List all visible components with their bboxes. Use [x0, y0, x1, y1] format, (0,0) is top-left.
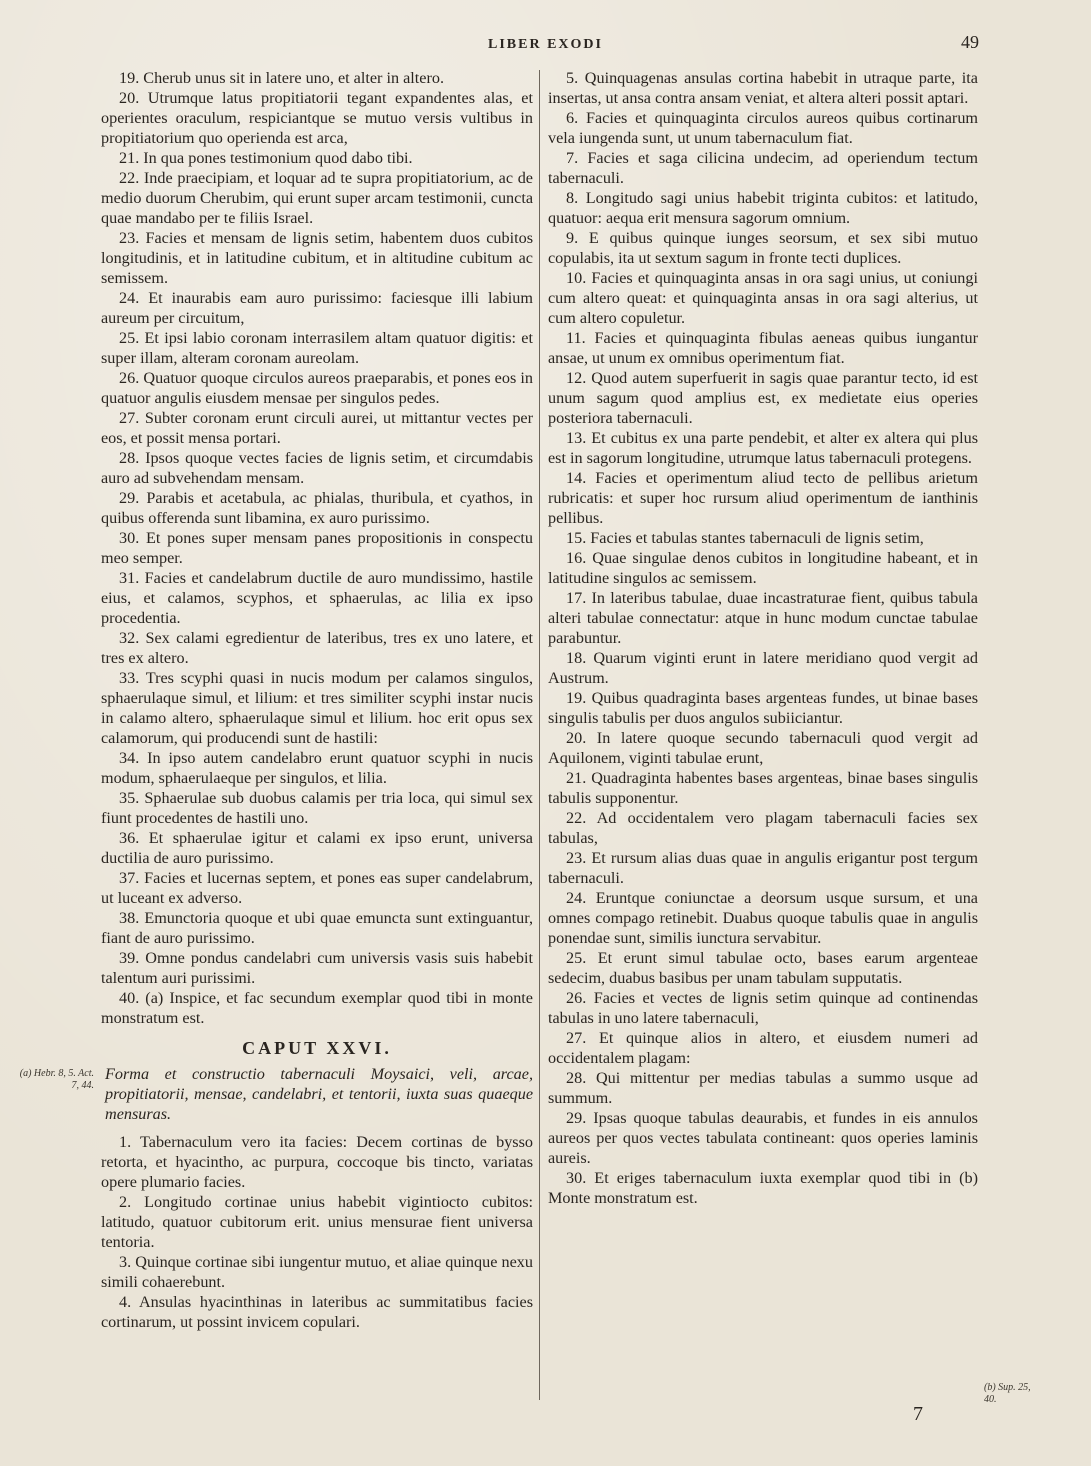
verse: 5. Quinquagenas ansulas cortina habebit in utraque parte, ita insertas, ut ansa contra ansam veniat, et altera alteri possit aptari. [548, 69, 978, 107]
page-number: 49 [961, 32, 979, 52]
right-verses-block [548, 68, 978, 1208]
verse: 32. Sex calami egredientur de lateribus, tres ex uno latere, et tres ex altero. [101, 629, 533, 667]
verse: 36. Et sphaerulae igitur et calami ex ipso erunt, universa ductilia de auro purissimo. [101, 829, 533, 867]
verse: 29. Parabis et acetabula, ac phialas, thuribula, et cyathos, in quibus offerenda sunt libamina, ex auro purissimo. [101, 489, 533, 527]
verse: 12. Quod autem superfuerit in sagis quae parantur tecto, id est unum sagum quod amplius est, ex medietate eius operies posteriora tabernaculi. [548, 369, 978, 427]
verse: 27. Et quinque alios in altero, et eiusdem numeri ad occidentalem plagam: [548, 1029, 978, 1067]
verse: 31. Facies et candelabrum ductile de auro mundissimo, hastile eius, et calamos, scyphos, et sphaerulas, ac lilia ex ipso procedentia. [101, 569, 533, 627]
verse: 20. In latere quoque secundo tabernaculi quod vergit ad Aquilonem, viginti tabulae erunt, [548, 729, 978, 767]
verse: 27. Subter coronam erunt circuli aurei, ut mittantur vectes per eos, et possit mensa portari. [101, 409, 533, 447]
verse: 24. Eruntque coniunctae a deorsum usque sursum, et una omnes compago retinebit. Duabus quoque tabulis quae in angulis ponendae sunt, similis iunctura servabitur. [548, 889, 978, 947]
verse: 40. (a) Inspice, et fac secundum exemplar quod tibi in monte monstratum est. [101, 989, 533, 1027]
margin-note-right: (b) Sup. 25, 40. [984, 1382, 1031, 1405]
verse: 3. Quinque cortinae sibi iungentur mutuo, et aliae quinque nexu simili cohaerebunt. [101, 1253, 533, 1291]
verse: 22. Inde praecipiam, et loquar ad te supra propitiatorium, ac de medio duorum Cherubim, qui erunt super arcam testimonii, cuncta quae mandabo per te filiis Israel. [101, 169, 533, 227]
verse: 30. Et pones super mensam panes propositionis in conspectu meo semper. [101, 529, 533, 567]
column-divider [539, 70, 540, 1400]
verse: 6. Facies et quinquaginta circulos aureos quibus cortinarum vela iungenda sunt, ut unum tabernaculum fiat. [548, 109, 978, 147]
running-header: LIBER EXODI [488, 37, 603, 52]
verse: 13. Et cubitus ex una parte pendebit, et alter ex altera qui plus est in sagorum longitudine, utrumque latus tabernaculi protegens. [548, 429, 978, 467]
verse: 14. Facies et operimentum aliud tecto de pellibus arietum rubricatis: et super hoc rursum aliud operimentum de ianthinis pellibus. [548, 469, 978, 527]
verse: 19. Cherub unus sit in latere uno, et alter in altero. [119, 69, 445, 87]
verse: 26. Facies et vectes de lignis setim quinque ad continendas tabulas in uno latere tabernaculi, [548, 989, 978, 1027]
verse: 20. Utrumque latus propitiatorii tegant expandentes alas, et operientes oraculum, respiciantque se mutuo versis vultibus in propitiatorium quo operienda est arca, [101, 89, 533, 147]
verse: 34. In ipso autem candelabro erunt quatuor scyphi in nucis modum, sphaerulaeque per singulos, et lilia. [101, 749, 533, 787]
verse: 35. Sphaerulae sub duobus calamis per tria loca, qui simul sex fiunt procedentes de hastili uno. [101, 789, 533, 827]
verse: 39. Omne pondus candelabri cum universis vasis suis habebit talentum auri purissimi. [101, 949, 533, 987]
verse: 21. Quadraginta habentes bases argenteas, binae bases singulis tabulis supponentur. [548, 769, 978, 807]
verse: 9. E quibus quinque iunges seorsum, et sex sibi mutuo copulabis, ita ut sextum sagum in fronte tecti duplices. [548, 229, 978, 267]
verse: 28. Ipsos quoque vectes facies de lignis setim, et circumdabis auro ad subvehendam mensam. [101, 449, 533, 487]
left-column [101, 68, 533, 1332]
verse: 21. In qua pones testimonium quod dabo tibi. [119, 149, 413, 167]
verse: 38. Emunctoria quoque et ubi quae emuncta sunt extinguantur, fiant de auro purissimo. [101, 909, 533, 947]
verse: 23. Facies et mensam de lignis setim, habentem duos cubitos longitudinis, et in latitudine cubitum, et in altitudine cubitum ac semissem. [101, 229, 533, 287]
verse: 17. In lateribus tabulae, duae incastraturae fient, quibus tabula alteri tabulae connectatur: atque in hunc modum cunctae tabulae parabuntur. [548, 589, 978, 647]
verse: 7. Facies et saga cilicina undecim, ad operiendum tectum tabernaculi. [548, 149, 978, 187]
verse: 22. Ad occidentalem vero plagam tabernaculi facies sex tabulas, [548, 809, 978, 847]
chapter-heading: CAPUT XXVI. [242, 1038, 392, 1058]
verse: 15. Facies et tabulas stantes tabernaculi de lignis setim, [566, 529, 924, 547]
verse: 1. Tabernaculum vero ita facies: Decem cortinas de bysso retorta, et hyacintho, ac purpura, coccoque bis tincto, variatas opere plumario facies. [101, 1133, 533, 1191]
right-column [548, 68, 978, 1208]
verse: 19. Quibus quadraginta bases argenteas fundes, ut binae bases singulis tabulis per duos angulos subiiciantur. [548, 689, 978, 727]
verse: 30. Et eriges tabernaculum iuxta exemplar quod tibi in (b) Monte monstratum est. [548, 1169, 978, 1207]
left-verses-block-b [101, 1132, 533, 1332]
verse: 16. Quae singulae denos cubitos in longitudine habeant, et in latitudine singulos ac semissem. [548, 549, 978, 587]
verse: 29. Ipsas quoque tabulas deaurabis, et fundes in eis annulos aureos per quos vectes tabulata contineant: quos operies laminis aureis. [548, 1109, 978, 1167]
chapter-summary: Forma et constructio tabernaculi Moysaici, veli, arcae, propitiatorii, mensae, candelabri, et tentorii, iuxta suas quaeque mensuras. [105, 1065, 533, 1123]
verse: 2. Longitudo cortinae unius habebit vigintiocto cubitos: latitudo, quatuor cubitorum erit. unius mensurae fient universa tentoria. [101, 1193, 533, 1251]
verse: 23. Et rursum alias duas quae in angulis erigantur post tergum tabernaculi. [548, 849, 978, 887]
left-verses-block-a [101, 68, 533, 1028]
verse: 26. Quatuor quoque circulos aureos praeparabis, et pones eos in quatuor angulis eiusdem mensae per singulos pedes. [101, 369, 533, 407]
verse: 37. Facies et lucernas septem, et pones eas super candelabrum, ut luceant ex adverso. [101, 869, 533, 907]
verse: 25. Et erunt simul tabulae octo, bases earum argenteae sedecim, duabus basibus per unam tabulam supputatis. [548, 949, 978, 987]
signature-mark: 7 [913, 1403, 923, 1425]
verse: 18. Quarum viginti erunt in latere meridiano quod vergit ad Austrum. [548, 649, 978, 687]
verse: 25. Et ipsi labio coronam interrasilem altam quatuor digitis: et super illam, alteram coronam aureolam. [101, 329, 533, 367]
margin-note-left: (a) Hebr. 8, 5. Act. 7, 44. [19, 1068, 94, 1091]
verse: 8. Longitudo sagi unius habebit triginta cubitos: et latitudo, quatuor: aequa erit mensura sagorum omnium. [548, 189, 978, 227]
verse: 10. Facies et quinquaginta ansas in ora sagi unius, ut coniungi cum altero queat: et quinquaginta ansas in ora sagi alterius, ut cum altero copuletur. [548, 269, 978, 327]
verse: 28. Qui mittentur per medias tabulas a summo usque ad summum. [548, 1069, 978, 1107]
verse: 33. Tres scyphi quasi in nucis modum per calamos singulos, sphaerulaque simul, et lilium: et tres similiter scyphi instar nucis in calamo altero, sphaerulaque simul et lilium. hoc erit opus sex calamorum, qui producendi sunt de hastili: [101, 669, 533, 747]
verse: 4. Ansulas hyacinthinas in lateribus ac summitatibus facies cortinarum, ut possint invicem copulari. [101, 1293, 533, 1331]
verse: 11. Facies et quinquaginta fibulas aeneas quibus iungantur ansae, ut unum ex omnibus operimentum fiat. [548, 329, 978, 367]
verse: 24. Et inaurabis eam auro purissimo: faciesque illi labium aureum per circuitum, [101, 289, 533, 327]
